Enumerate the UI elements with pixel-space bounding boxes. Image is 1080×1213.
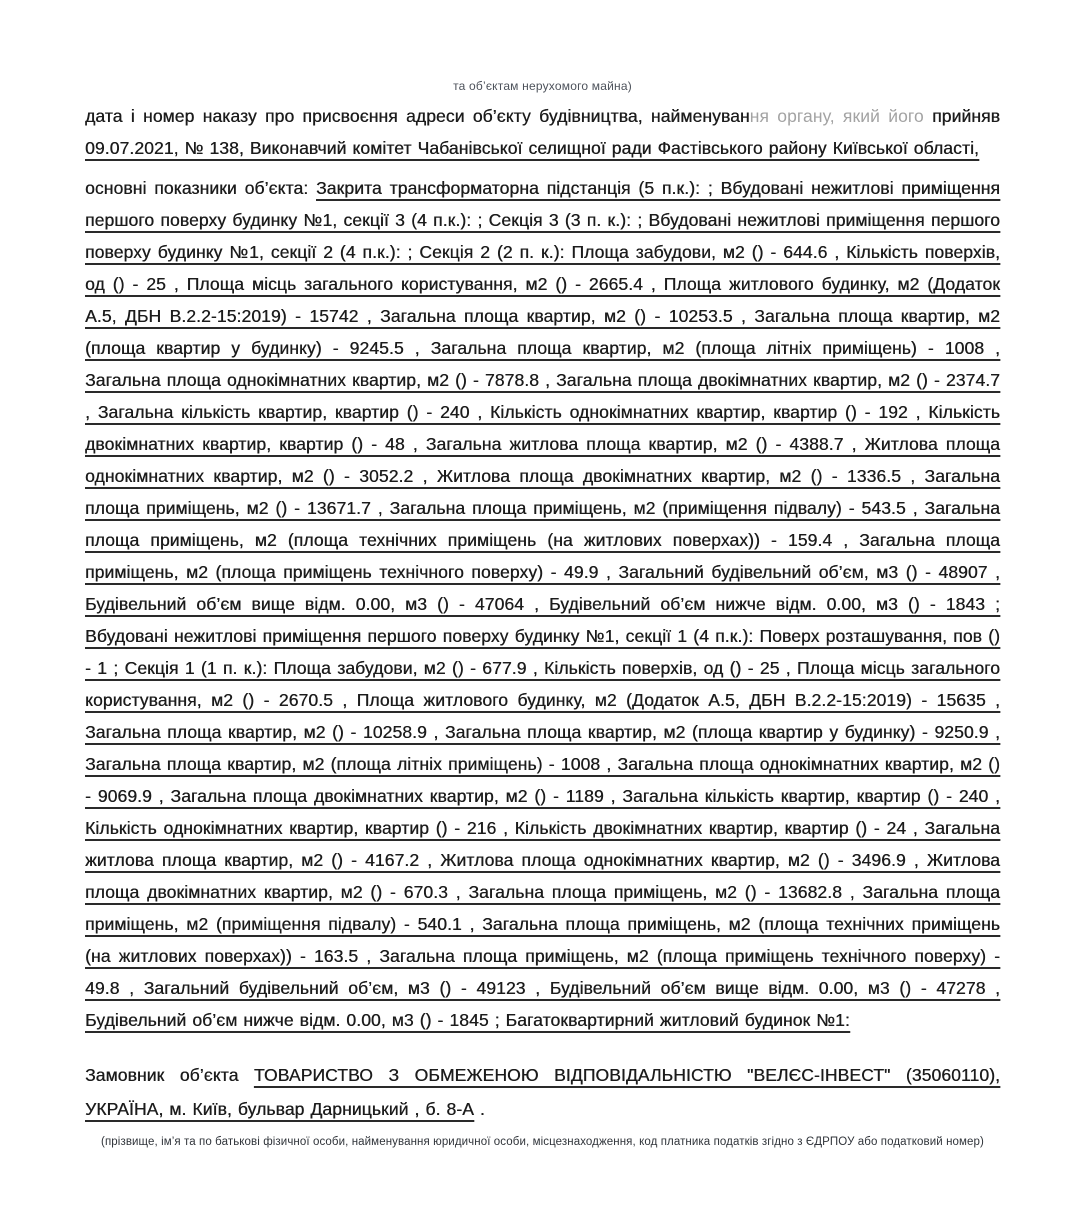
form-caption-continuation: та об’єктам нерухомого майна) (453, 79, 632, 93)
customer-paragraph (85, 1058, 1000, 1126)
document-body (85, 78, 1000, 1154)
customer-tail-text: . (473, 1099, 485, 1119)
order-paragraph (85, 100, 1000, 164)
order-verb-text: прийняв (932, 106, 1000, 126)
customer-label-text: Замовник об’єкта (85, 1065, 254, 1085)
customer-value-underlined: ТОВАРИСТВО З ОБМЕЖЕНОЮ ВІДПОВІДАЛЬНІСТЮ "ВЕЛЄС-ІНВЕСТ" (35060110), УКРАЇНА, м. Київ, бульвар Дарницький , б. 8-А (85, 1065, 1000, 1119)
order-value-underlined: 09.07.2021, № 138, Виконавчий комітет Чабанівської селищної ради Фастівського району Київської області, (85, 138, 979, 158)
indicators-paragraph (85, 172, 1000, 1036)
indicators-value-underlined: Закрита трансформаторна підстанція (5 п.к.): ; Вбудовані нежитлові приміщення першого поверху будинку №1, секції 3 (4 п.к.): ; Секція 3 (3 п. к.): ; Вбудовані нежитлові приміщення першого поверху будинку №1, секції 2 (4 п.к.): ; Секція 2 (2 п. к.): Площа забудови, м2 () - 644.6 , Кількість поверхів, од () - 25 , Площа місць загального користування, м2 () - 2665.4 , Площа житлового будинку, м2 (Додаток А.5, ДБН В.2.2-15:2019) - 15742 , Загальна площа квартир, м2 () - 10253.5 , Загальна площа квартир, м2 (площа квартир у будинку) - 9245.5 , Загальна площа квартир, м2 (площа літніх приміщень) - 1008 , Загальна площа однокімнатних квартир, м2 () - 7878.8 , Загальна площа двокімнатних квартир, м2 () - 2374.7 , Загальна кількість квартир, квартир () - 240 , Кількість однокімнатних квартир, квартир () - 192 , Кількість двокімнатних квартир, квартир () - 48 , Загальна житлова площа квартир, м2 () - 4388.7 , Житлова площа однокімнатних квартир, м2 () - 3052.2 , Житлова площа двокімнатних квартир, м2 () - 1336.5 , Загальна площа приміщень, м2 () - 13671.7 , Загальна площа приміщень, м2 (приміщення підвалу) - 543.5 , Загальна площа приміщень, м2 (площа технічних приміщень (на житлових поверхах)) - 159.4 , Загальна площа приміщень, м2 (площа приміщень технічного поверху) - 49.9 , Загальний будівельний об’єм, м3 () - 48907 , Будівельний об’єм вище відм. 0.00, м3 () - 47064 , Будівельний об’єм нижче відм. 0.00, м3 () - 1843 ; Вбудовані нежитлові приміщення першого поверху будинку №1, секції 1 (4 п.к.): Поверх розташування, пов () - 1 ; Секція 1 (1 п. к.): Площа забудови, м2 () - 677.9 , Кількість поверхів, од () - 25 , Площа місць загального користування, м2 () - 2670.5 , Площа житлового будинку, м2 (Додаток А.5, ДБН В.2.2-15:2019) - 15635 , Загальна площа квартир, м2 () - 10258.9 , Загальна площа квартир, м2 (площа квартир у будинку) - 9250.9 , Загальна площа квартир, м2 (площа літніх приміщень) - 1008 , Загальна площа однокімнатних квартир, м2 () - 9069.9 , Загальна площа двокімнатних квартир, м2 () - 1189 , Загальна кількість квартир, квартир () - 240 , Кількість однокімнатних квартир, квартир () - 216 , Кількість двокімнатних квартир, квартир () - 24 , Загальна житлова площа квартир, м2 () - 4167.2 , Житлова площа однокімнатних квартир, м2 () - 3496.9 , Житлова площа двокімнатних квартир, м2 () - 670.3 , Загальна площа приміщень, м2 () - 13682.8 , Загальна площа приміщень, м2 (приміщення підвалу) - 540.1 , Загальна площа приміщень, м2 (площа технічних приміщень (на житлових поверхах)) - 163.5 , Загальна площа приміщень, м2 (площа приміщень технічного поверху) - 49.8 , Загальний будівельний об’єм, м3 () - 49123 , Будівельний об’єм вище відм. 0.00, м3 () - 47278 , Будівельний об’єм нижче відм. 0.00, м3 () - 1845 ; Багатоквартирний житловий будинок №1: (85, 178, 1000, 1030)
order-label-faded-text: ня органу, який його (749, 106, 933, 126)
order-label-text: дата і номер наказу про присвоєння адреси об’єкту будівництва, найменуван (85, 106, 750, 126)
indicators-label-text: основні показники об’єкта: (85, 178, 316, 198)
customer-footnote: (прізвище, ім’я та по батькові фізичної особи, найменування юридичної особи, місцезнаходження, код платника податків згідно з ЄДРПОУ або податковий номер) (101, 1136, 984, 1148)
